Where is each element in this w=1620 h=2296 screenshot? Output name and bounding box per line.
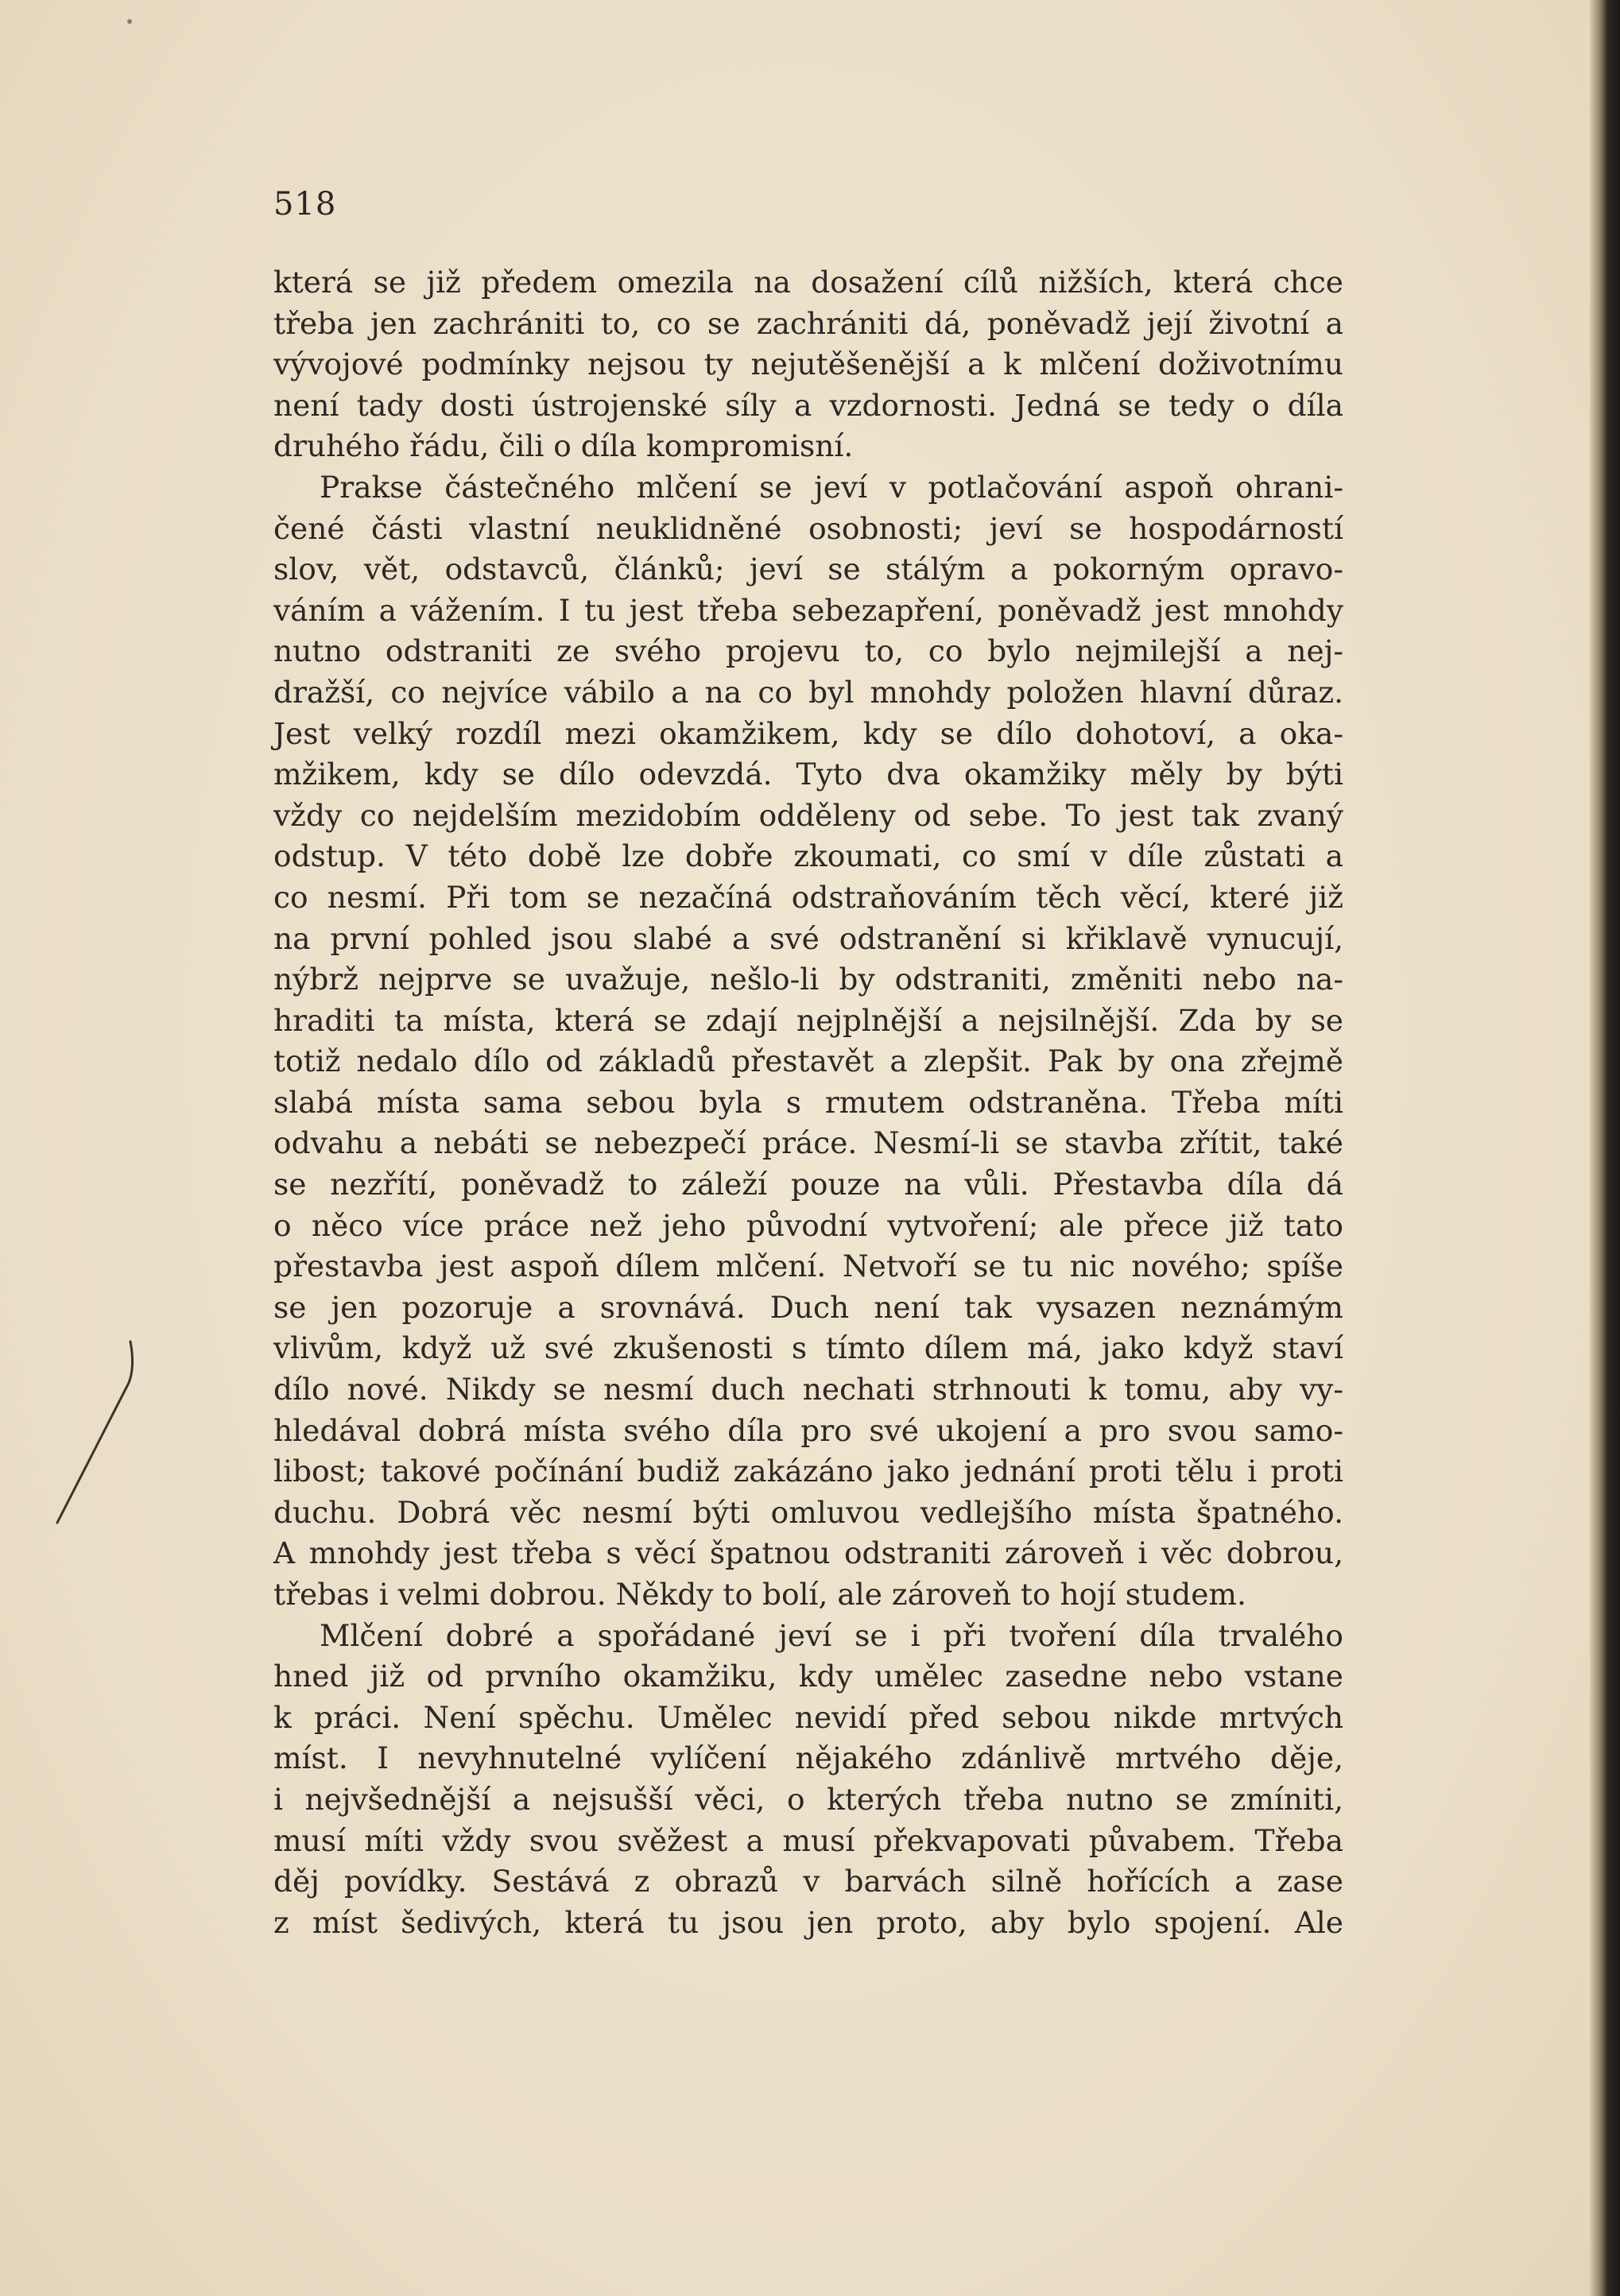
text-line: totiž nedalo dílo od základů přestavět a zlepšit. Pak by ona zřejmě <box>273 1043 1343 1079</box>
text-line: odvahu a nebáti se nebezpečí práce. Nesmí-li se stavba zřítit, také <box>273 1125 1343 1161</box>
text-line: duchu. Dobrá věc nesmí býti omluvou vedlejšího místa špatného. <box>273 1494 1343 1530</box>
text-line: čené části vlastní neuklidněné osobnosti; jeví se hospodárností <box>273 510 1343 546</box>
text-line: z míst šedivých, která tu jsou jen proto, aby bylo spojení. Ale <box>273 1904 1343 1940</box>
body-text <box>273 262 1343 1943</box>
text-line: nýbrž nejprve se uvažuje, nešlo-li by odstraniti, změniti nebo na- <box>273 962 1343 997</box>
page-number: 518 <box>273 186 337 223</box>
text-line: hned již od prvního okamžiku, kdy umělec zasedne nebo vstane <box>273 1659 1343 1694</box>
text-line: Prakse částečného mlčení se jeví v potlačování aspoň ohrani- <box>320 469 1343 505</box>
text-line: co nesmí. Při tom se nezačíná odstraňováním těch věcí, které již <box>273 879 1343 915</box>
text-line: Jest velký rozdíl mezi okamžikem, kdy se dílo dohotoví, a oka- <box>273 715 1343 751</box>
paper-speck <box>127 19 132 24</box>
text-line: není tady dosti ústrojenské síly a vzdornosti. Jedná se tedy o díla <box>273 387 1343 423</box>
text-line: libost; takové počínání budiž zakázáno jako jednání proti tělu i proti <box>273 1454 1343 1489</box>
text-line: dílo nové. Nikdy se nesmí duch nechati strhnouti k tomu, aby vy- <box>273 1372 1343 1407</box>
text-line: se nezřítí, poněvadž to záleží pouze na vůli. Přestavba díla dá <box>273 1167 1343 1202</box>
pencil-margin-mark <box>46 1335 141 1526</box>
text-line: na první pohled jsou slabé a své odstranění si křiklavě vynucují, <box>273 920 1343 956</box>
text-line: třeba jen zachrániti to, co se zachrániti dá, poněvadž její životní a <box>273 305 1343 341</box>
text-line: třebas i velmi dobrou. Někdy to bolí, ale zároveň to hojí studem. <box>273 1577 1246 1612</box>
text-line: vlivům, když už své zkušenosti s tímto dílem má, jako když staví <box>273 1330 1343 1366</box>
text-line: mžikem, kdy se dílo odevzdá. Tyto dva okamžiky měly by býti <box>273 757 1343 792</box>
text-line: A mnohdy jest třeba s věcí špatnou odstraniti zároveň i věc dobrou, <box>273 1535 1343 1571</box>
text-line: odstup. V této době lze dobře zkoumati, co smí v díle zůstati a <box>273 838 1343 874</box>
text-line: slov, vět, odstavců, článků; jeví se stálým a pokorným opravo- <box>273 552 1343 587</box>
text-line: k práci. Není spěchu. Umělec nevidí před sebou nikde mrtvých <box>273 1699 1343 1735</box>
text-line: přestavba jest aspoň dílem mlčení. Netvoří se tu nic nového; spíše <box>273 1249 1343 1284</box>
text-line: se jen pozoruje a srovnává. Duch není tak vysazen neznámým <box>273 1289 1343 1325</box>
text-line: váním a vážením. I tu jest třeba sebezapření, poněvadž jest mnohdy <box>273 592 1343 628</box>
text-line: děj povídky. Sestává z obrazů v barvách silně hořících a zase <box>273 1864 1343 1899</box>
text-line: nutno odstraniti ze svého projevu to, co bylo nejmilejší a nej- <box>273 633 1343 669</box>
text-line: vývojové podmínky nejsou ty nejutěšenější a k mlčení doživotnímu <box>273 347 1343 382</box>
text-line: druhého řádu, čili o díla kompromisní. <box>273 428 854 464</box>
text-line: o něco více práce než jeho původní vytvoření; ale přece již tato <box>273 1207 1343 1243</box>
text-line: Mlčení dobré a spořádané jeví se i při tvoření díla trvalého <box>320 1617 1343 1653</box>
text-line: hledával dobrá místa svého díla pro své ukojení a pro svou samo- <box>273 1412 1343 1448</box>
text-line: vždy co nejdelším mezidobím odděleny od sebe. To jest tak zvaný <box>273 797 1343 833</box>
book-binding-edge <box>1590 0 1620 2296</box>
text-line: která se již předem omezila na dosažení cílů nižších, která chce <box>273 265 1343 300</box>
text-line: hraditi ta místa, která se zdají nejplnější a nejsilnější. Zda by se <box>273 1002 1343 1038</box>
text-line: slabá místa sama sebou byla s rmutem odstraněna. Třeba míti <box>273 1084 1343 1120</box>
text-line: míst. I nevyhnutelné vylíčení nějakého zdánlivě mrtvého děje, <box>273 1740 1343 1776</box>
text-line: dražší, co nejvíce vábilo a na co byl mnohdy položen hlavní důraz. <box>273 674 1343 710</box>
text-line: musí míti vždy svou svěžest a musí překvapovati půvabem. Třeba <box>273 1822 1343 1858</box>
text-line: i nejvšednější a nejsušší věci, o kterých třeba nutno se zmíniti, <box>273 1781 1343 1817</box>
